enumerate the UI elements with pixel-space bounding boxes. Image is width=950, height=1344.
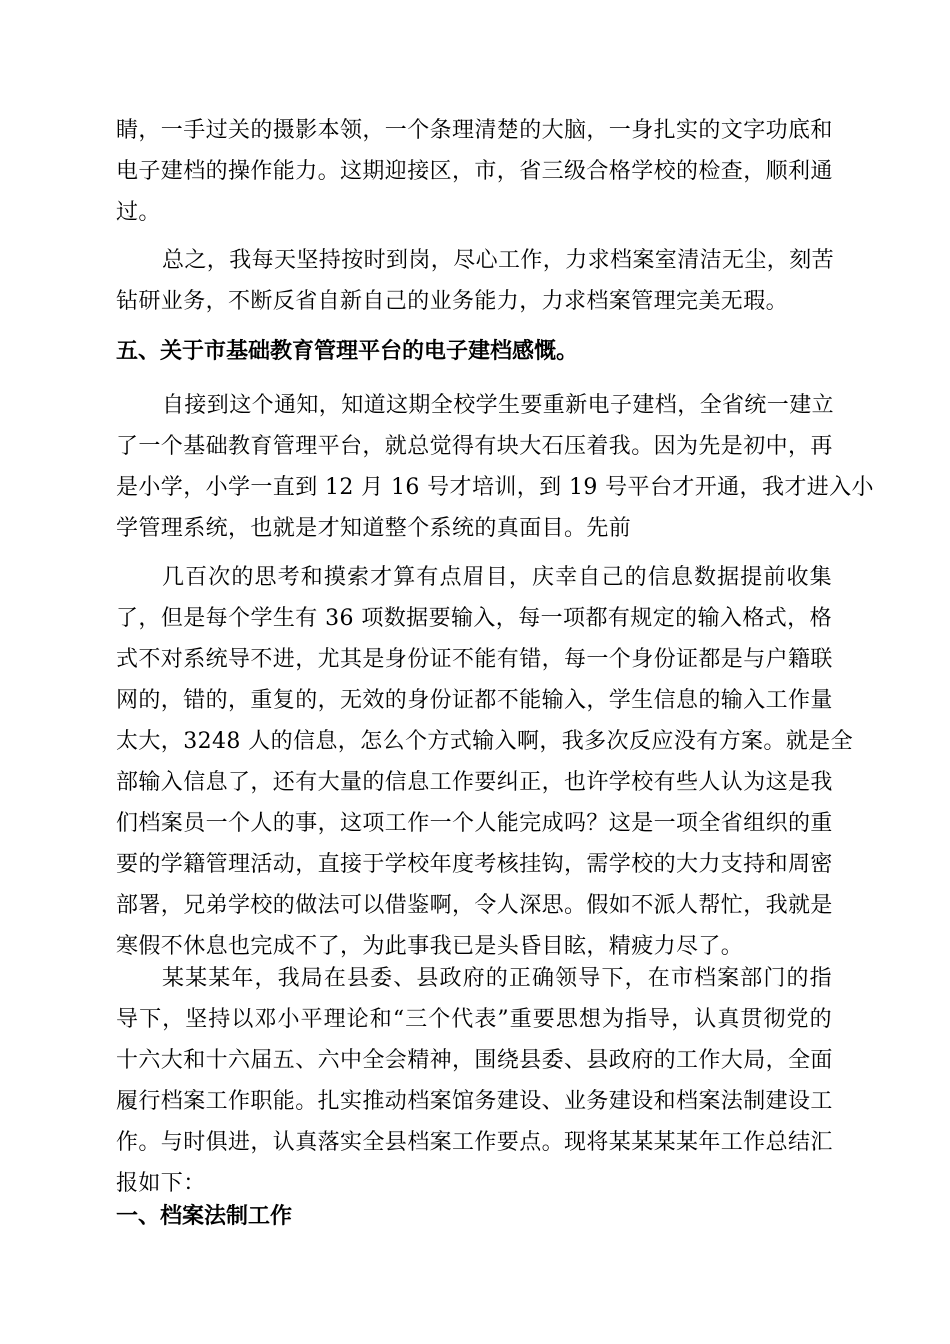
paragraph-photography-skills: [116, 110, 832, 233]
text-line: 导下，坚持以邓小平理论和“三个代表”重要思想为指导，认真贯彻党的: [116, 1007, 832, 1032]
paragraph-data-entry: [116, 557, 853, 967]
text-line: 十六大和十六届五、六中全会精神，围绕县委、县政府的工作大局，全面: [116, 1048, 833, 1073]
text-line: 了，但是每个学生有 36 项数据要输入，每一项都有规定的输入格式，格: [116, 606, 832, 631]
text-line: 了一个基础教育管理平台，就总觉得有块大石压着我。因为先是初中，再: [116, 434, 833, 459]
text-line: 学管理系统，也就是才知道整个系统的真面目。先前: [116, 516, 632, 541]
text-line: 某某某年，我局在县委、县政府的正确领导下，在市档案部门的指: [162, 966, 832, 991]
text-line: 电子建档的操作能力。这期迎接区，市，省三级合格学校的检查，顺利通: [116, 159, 833, 184]
text-line: 报如下：: [116, 1171, 206, 1196]
text-line: 总之，我每天坚持按时到岗，尽心工作，力求档案室清洁无尘，刻苦: [162, 248, 835, 273]
text-line: 履行档案工作职能。扎实推动档案馆务建设、业务建设和档案法制建设工: [116, 1089, 833, 1114]
text-line: 钻研业务，不断反省自新自己的业务能力，力求档案管理完美无瑕。: [116, 289, 789, 314]
text-line: 部输入信息了，还有大量的信息工作要纠正，也许学校有些人认为这是我: [116, 770, 833, 795]
paragraph-annual-report: [116, 958, 832, 1204]
text-line: 几百次的思考和摸索才算有点眉目，庆幸自己的信息数据提前收集: [162, 565, 832, 590]
text-line: 是小学，小学一直到 12 月 16 号才培训，到 19 号平台才开通，我才进入小: [116, 475, 874, 500]
section-heading-five: 五、关于市基础教育管理平台的电子建档感慨。: [116, 339, 579, 364]
text-line: 部署，兄弟学校的做法可以借鉴啊，令人深思。假如不派人帮忙，我就是: [116, 893, 833, 918]
text-line: 式不对系统导不进，尤其是身份证不能有错，每一个身份证都是与户籍联: [116, 647, 833, 672]
text-line: 寒假不休息也完成不了，为此事我已是头昏目眩，精疲力尽了。: [116, 934, 744, 959]
text-line: 太大，3248 人的信息，怎么个方式输入啊，我多次反应没有方案。就是全: [116, 729, 853, 754]
text-line: 网的，错的，重复的，无效的身份证都不能输入，学生信息的输入工作量: [116, 688, 833, 713]
text-line: 们档案员一个人的事，这项工作一个人能完成吗？这是一项全省组织的重: [116, 811, 833, 836]
text-line: 作。与时俱进，认真落实全县档案工作要点。现将某某某某年工作总结汇: [116, 1130, 833, 1155]
text-line: 睛，一手过关的摄影本领，一个条理清楚的大脑，一身扎实的文字功底和: [116, 118, 833, 143]
section-heading-one: 一、档案法制工作: [116, 1204, 293, 1229]
text-line: 要的学籍管理活动，直接于学校年度考核挂钩，需学校的大力支持和周密: [116, 852, 833, 877]
text-line: 自接到这个通知，知道这期全校学生要重新电子建档，全省统一建立: [162, 393, 835, 418]
text-line: 过。: [116, 200, 161, 225]
paragraph-summary: [116, 240, 835, 322]
paragraph-platform-notice: [116, 385, 874, 549]
